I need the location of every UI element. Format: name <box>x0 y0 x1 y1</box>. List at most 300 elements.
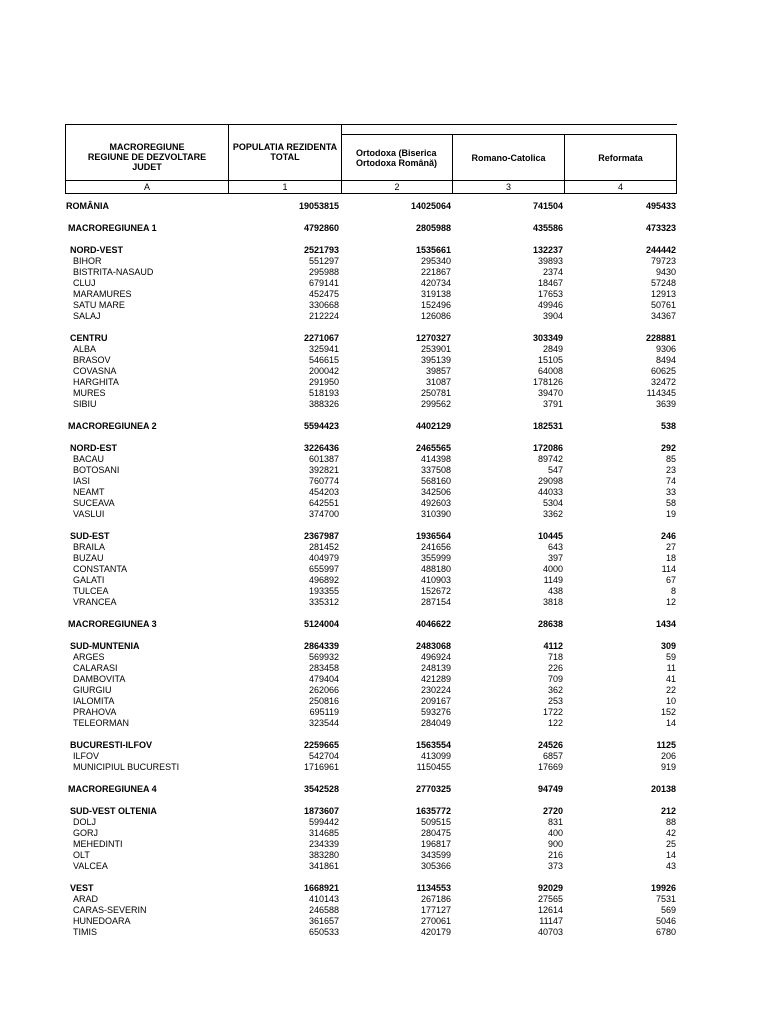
table-row <box>65 707 677 718</box>
spacer-row <box>65 410 677 421</box>
table-row <box>65 256 677 267</box>
cell-col-1: 314685 <box>308 828 339 838</box>
table-row <box>65 663 677 674</box>
table-body <box>65 201 677 938</box>
cell-col-4: 9430 <box>655 267 676 277</box>
row-name: NORD-EST <box>70 443 117 453</box>
cell-col-4: 228881 <box>645 333 676 343</box>
cell-col-2: 4046622 <box>415 619 451 629</box>
cell-col-3: 17669 <box>537 762 563 772</box>
row-name: GORJ <box>73 828 99 838</box>
row-name: DAMBOVITA <box>73 674 126 684</box>
cell-col-4: 60625 <box>650 366 676 376</box>
row-name: SATU MARE <box>73 300 125 310</box>
cell-col-2: 420179 <box>420 927 451 937</box>
cell-col-2: 1936564 <box>415 531 451 541</box>
cell-col-3: 2374 <box>542 267 563 277</box>
cell-col-2: 355999 <box>420 553 451 563</box>
table-row <box>65 553 677 564</box>
cell-col-1: 5594423 <box>303 421 339 431</box>
cell-col-1: 234339 <box>308 839 339 849</box>
row-name: TULCEA <box>73 586 109 596</box>
cell-col-1: 3542528 <box>303 784 339 794</box>
cell-col-4: 41 <box>665 674 676 684</box>
cell-col-4: 569 <box>660 905 676 915</box>
cell-col-3: 435586 <box>532 223 563 233</box>
cell-col-2: 496924 <box>420 652 451 662</box>
cell-col-2: 230224 <box>420 685 451 695</box>
table-row <box>65 454 677 465</box>
cell-col-3: 253 <box>547 696 563 706</box>
cell-col-3: 1149 <box>543 575 563 585</box>
table-row <box>65 542 677 553</box>
cell-col-1: 281452 <box>308 542 339 552</box>
row-name: MEHEDINTI <box>73 839 123 849</box>
table-row <box>65 586 677 597</box>
header-border-top <box>65 124 341 125</box>
table-row <box>65 597 677 608</box>
cell-col-3: 831 <box>547 817 563 827</box>
table-row <box>65 509 677 520</box>
cell-col-4: 919 <box>660 762 676 772</box>
cell-col-1: 341861 <box>308 861 339 871</box>
spacer-row <box>65 773 677 784</box>
region-row <box>65 883 677 894</box>
cell-col-4: 538 <box>660 421 676 431</box>
cell-col-1: 454203 <box>308 487 339 497</box>
cell-col-4: 22 <box>665 685 676 695</box>
cell-col-3: 3791 <box>542 399 563 409</box>
table-row <box>65 718 677 729</box>
row-name: DOLJ <box>73 817 97 827</box>
cell-col-2: 221867 <box>420 267 451 277</box>
table-row <box>65 465 677 476</box>
cell-col-4: 7531 <box>655 894 676 904</box>
cell-col-4: 27 <box>665 542 676 552</box>
cell-col-3: 3904 <box>542 311 563 321</box>
cell-col-4: 85 <box>665 454 676 464</box>
cell-col-1: 695119 <box>309 707 339 717</box>
header-col-2: Ortodoxa (Biserica Ortodoxa Română) <box>356 148 438 168</box>
row-name: PRAHOVA <box>73 707 117 717</box>
row-name: VRANCEA <box>73 597 117 607</box>
row-name: HARGHITA <box>73 377 119 387</box>
cell-col-4: 88 <box>665 817 676 827</box>
macroregion-row <box>65 223 677 234</box>
cell-col-4: 12 <box>665 597 676 607</box>
cell-col-3: 24526 <box>537 740 563 750</box>
cell-col-2: 337508 <box>420 465 451 475</box>
header-index-3: 3 <box>505 182 511 192</box>
table-row <box>65 377 677 388</box>
cell-col-1: 679141 <box>308 278 339 288</box>
cell-col-4: 25 <box>665 839 676 849</box>
cell-col-4: 1125 <box>656 740 676 750</box>
cell-col-2: 177127 <box>420 905 451 915</box>
row-name: BUCURESTI-ILFOV <box>70 740 152 750</box>
cell-col-1: 518193 <box>308 388 339 398</box>
row-name: IALOMITA <box>73 696 115 706</box>
region-row <box>65 443 677 454</box>
table-row <box>65 762 677 773</box>
cell-col-2: 209167 <box>420 696 451 706</box>
table-row <box>65 905 677 916</box>
cell-col-4: 74 <box>665 476 676 486</box>
cell-col-1: 2271067 <box>303 333 339 343</box>
cell-col-4: 212 <box>660 806 676 816</box>
cell-col-3: 397 <box>547 553 563 563</box>
cell-col-4: 246 <box>660 531 676 541</box>
spacer-row <box>65 608 677 619</box>
cell-col-3: 4112 <box>543 641 563 651</box>
cell-col-1: 2521793 <box>303 245 339 255</box>
cell-col-4: 23 <box>665 465 676 475</box>
cell-col-3: 29098 <box>537 476 563 486</box>
cell-col-2: 1635772 <box>415 806 451 816</box>
cell-col-4: 42 <box>665 828 676 838</box>
table-row <box>65 696 677 707</box>
table-row <box>65 575 677 586</box>
cell-col-2: 4402129 <box>415 421 451 431</box>
cell-col-2: 568160 <box>420 476 451 486</box>
header-border-right <box>676 134 677 194</box>
cell-col-2: 14025064 <box>410 201 451 211</box>
cell-col-3: 718 <box>547 652 563 662</box>
cell-col-3: 89742 <box>537 454 563 464</box>
cell-col-1: 1873607 <box>303 806 339 816</box>
cell-col-2: 343599 <box>420 850 451 860</box>
macroregion-row <box>65 619 677 630</box>
cell-col-2: 39857 <box>425 366 451 376</box>
row-name: ROMÂNIA <box>66 201 109 211</box>
cell-col-2: 299562 <box>420 399 451 409</box>
header-col-1: POPULATIA REZIDENTA TOTAL <box>232 142 338 162</box>
cell-col-4: 43 <box>665 861 676 871</box>
cell-col-2: 2483068 <box>415 641 451 651</box>
cell-col-3: 39470 <box>537 388 563 398</box>
header-border-bottom <box>65 193 677 194</box>
cell-col-4: 114345 <box>646 388 676 398</box>
row-name: ARAD <box>73 894 99 904</box>
total-row <box>65 201 677 212</box>
cell-col-4: 19 <box>665 509 676 519</box>
cell-col-3: 94749 <box>537 784 563 794</box>
table-row <box>65 498 677 509</box>
row-name: SUD-VEST OLTENIA <box>70 806 157 816</box>
cell-col-3: 303349 <box>532 333 563 343</box>
cell-col-3: 92029 <box>537 883 563 893</box>
spacer-row <box>65 212 677 223</box>
cell-col-4: 57248 <box>650 278 676 288</box>
cell-col-2: 126086 <box>420 311 451 321</box>
row-name: BRASOV <box>73 355 111 365</box>
cell-col-1: 452475 <box>308 289 339 299</box>
cell-col-1: 323544 <box>308 718 339 728</box>
cell-col-1: 330668 <box>308 300 339 310</box>
cell-col-1: 551297 <box>308 256 339 266</box>
cell-col-1: 601387 <box>308 454 339 464</box>
table-row <box>65 278 677 289</box>
cell-col-2: 395139 <box>420 355 451 365</box>
row-name: CONSTANTA <box>73 564 128 574</box>
cell-col-4: 292 <box>660 443 676 453</box>
cell-col-2: 253901 <box>420 344 451 354</box>
cell-col-2: 196817 <box>420 839 451 849</box>
row-name: TELEORMAN <box>73 718 130 728</box>
cell-col-1: 374700 <box>308 509 339 519</box>
cell-col-3: 900 <box>547 839 563 849</box>
cell-col-4: 152 <box>660 707 676 717</box>
row-name: SUD-EST <box>70 531 110 541</box>
cell-col-2: 319138 <box>420 289 451 299</box>
row-name: IASI <box>73 476 91 486</box>
table-row <box>65 861 677 872</box>
cell-col-2: 414398 <box>420 454 451 464</box>
cell-col-3: 373 <box>547 861 563 871</box>
cell-col-1: 3226436 <box>303 443 339 453</box>
table-row <box>65 894 677 905</box>
region-row <box>65 333 677 344</box>
spacer-row <box>65 729 677 740</box>
cell-col-4: 58 <box>665 498 676 508</box>
region-row <box>65 740 677 751</box>
macroregion-row <box>65 421 677 432</box>
cell-col-1: 2259665 <box>303 740 339 750</box>
cell-col-1: 496892 <box>308 575 339 585</box>
spacer-row <box>65 322 677 333</box>
cell-col-1: 291950 <box>308 377 339 387</box>
region-row <box>65 806 677 817</box>
cell-col-2: 152496 <box>420 300 451 310</box>
header-col-3: Romano-Catolica <box>471 153 546 163</box>
row-name: BISTRITA-NASAUD <box>73 267 154 277</box>
cell-col-2: 2770325 <box>415 784 451 794</box>
cell-col-4: 79723 <box>650 256 676 266</box>
table-row <box>65 267 677 278</box>
cell-col-1: 655997 <box>308 564 339 574</box>
cell-col-1: 262066 <box>308 685 339 695</box>
cell-col-1: 193355 <box>308 586 339 596</box>
cell-col-2: 413099 <box>420 751 451 761</box>
spacer-row <box>65 234 677 245</box>
row-name: GALATI <box>73 575 105 585</box>
cell-col-3: 438 <box>547 586 563 596</box>
cell-col-2: 492603 <box>420 498 451 508</box>
cell-col-3: 12614 <box>537 905 563 915</box>
row-name: MACROREGIUNEA 3 <box>68 619 157 629</box>
spacer-row <box>65 520 677 531</box>
cell-col-4: 206 <box>660 751 676 761</box>
cell-col-1: 335312 <box>308 597 339 607</box>
cell-col-1: 5124004 <box>303 619 339 629</box>
row-name: GIURGIU <box>73 685 112 695</box>
table-row <box>65 817 677 828</box>
table-row <box>65 289 677 300</box>
cell-col-1: 1668921 <box>303 883 339 893</box>
row-name: SALAJ <box>73 311 101 321</box>
header-index-4: 4 <box>617 182 623 192</box>
cell-col-4: 14 <box>665 850 676 860</box>
macroregion-row <box>65 784 677 795</box>
table-row <box>65 300 677 311</box>
table-row <box>65 685 677 696</box>
header-col-4: Reformata <box>598 153 643 163</box>
header-border-top-religion <box>341 124 677 125</box>
table-row <box>65 355 677 366</box>
cell-col-2: 280475 <box>420 828 451 838</box>
region-row <box>65 245 677 256</box>
cell-col-1: 546615 <box>308 355 339 365</box>
cell-col-3: 64008 <box>537 366 563 376</box>
cell-col-2: 421289 <box>420 674 451 684</box>
cell-col-2: 488180 <box>420 564 451 574</box>
cell-col-2: 1535661 <box>415 245 451 255</box>
cell-col-1: 246588 <box>308 905 339 915</box>
row-name: HUNEDOARA <box>73 916 131 926</box>
cell-col-3: 741504 <box>532 201 563 211</box>
cell-col-3: 10445 <box>537 531 563 541</box>
cell-col-1: 542704 <box>308 751 339 761</box>
row-name: SIBIU <box>73 399 97 409</box>
table-row <box>65 674 677 685</box>
table-row <box>65 850 677 861</box>
table-row <box>65 828 677 839</box>
cell-col-1: 383280 <box>308 850 339 860</box>
table-row <box>65 344 677 355</box>
spacer-row <box>65 795 677 806</box>
cell-col-2: 342506 <box>420 487 451 497</box>
cell-col-4: 473323 <box>645 223 676 233</box>
cell-col-2: 593276 <box>420 707 451 717</box>
table-row <box>65 476 677 487</box>
cell-col-3: 547 <box>547 465 563 475</box>
cell-col-3: 11147 <box>539 916 563 926</box>
cell-col-4: 495433 <box>645 201 676 211</box>
spacer-row <box>65 630 677 641</box>
cell-col-4: 1434 <box>655 619 676 629</box>
row-name: CALARASI <box>73 663 118 673</box>
cell-col-1: 410143 <box>308 894 339 904</box>
cell-col-2: 250781 <box>420 388 451 398</box>
cell-col-1: 760774 <box>308 476 339 486</box>
row-name: BIHOR <box>73 256 102 266</box>
cell-col-3: 709 <box>547 674 563 684</box>
table-row <box>65 564 677 575</box>
cell-col-2: 1150455 <box>416 762 451 772</box>
cell-col-3: 2849 <box>542 344 563 354</box>
cell-col-2: 310390 <box>420 509 451 519</box>
row-name: MURES <box>73 388 106 398</box>
cell-col-3: 49946 <box>537 300 563 310</box>
cell-col-3: 28638 <box>537 619 563 629</box>
cell-col-4: 3639 <box>655 399 676 409</box>
cell-col-4: 9306 <box>655 344 676 354</box>
cell-col-3: 18467 <box>537 278 563 288</box>
cell-col-1: 250816 <box>308 696 339 706</box>
cell-col-1: 325941 <box>308 344 339 354</box>
cell-col-4: 59 <box>665 652 676 662</box>
spacer-row <box>65 872 677 883</box>
cell-col-2: 248139 <box>420 663 451 673</box>
row-name: SUCEAVA <box>73 498 115 508</box>
cell-col-1: 392821 <box>308 465 339 475</box>
table-row <box>65 751 677 762</box>
cell-col-3: 40703 <box>537 927 563 937</box>
cell-col-2: 420734 <box>420 278 451 288</box>
cell-col-1: 599442 <box>308 817 339 827</box>
row-name: ARGES <box>73 652 105 662</box>
row-name: BOTOSANI <box>73 465 120 475</box>
cell-col-1: 19053815 <box>298 201 339 211</box>
cell-col-3: 3818 <box>542 597 563 607</box>
cell-col-4: 309 <box>660 641 676 651</box>
row-name: CARAS-SEVERIN <box>73 905 147 915</box>
region-row <box>65 531 677 542</box>
cell-col-3: 15105 <box>537 355 563 365</box>
cell-col-1: 4792860 <box>303 223 339 233</box>
table-row <box>65 839 677 850</box>
cell-col-4: 6780 <box>655 927 676 937</box>
cell-col-3: 3362 <box>542 509 563 519</box>
spacer-row <box>65 432 677 443</box>
cell-col-1: 283458 <box>308 663 339 673</box>
row-name: ALBA <box>73 344 97 354</box>
row-name: BRAILA <box>73 542 106 552</box>
cell-col-2: 284049 <box>420 718 451 728</box>
table-row <box>65 927 677 938</box>
cell-col-4: 12913 <box>650 289 676 299</box>
cell-col-4: 244442 <box>645 245 676 255</box>
cell-col-4: 14 <box>665 718 676 728</box>
row-name: CLUJ <box>73 278 96 288</box>
row-name: BUZAU <box>73 553 104 563</box>
row-name: MACROREGIUNEA 1 <box>68 223 157 233</box>
cell-col-2: 1270327 <box>415 333 451 343</box>
cell-col-1: 479404 <box>308 674 339 684</box>
cell-col-3: 2720 <box>542 806 563 816</box>
cell-col-1: 295988 <box>308 267 339 277</box>
row-name: ILFOV <box>73 751 100 761</box>
cell-col-2: 241656 <box>420 542 451 552</box>
row-name: SUD-MUNTENIA <box>70 641 140 651</box>
cell-col-2: 31087 <box>425 377 451 387</box>
cell-col-2: 2465565 <box>415 443 451 453</box>
cell-col-4: 67 <box>665 575 676 585</box>
cell-col-4: 32472 <box>650 377 676 387</box>
cell-col-3: 27565 <box>537 894 563 904</box>
cell-col-2: 1134553 <box>416 883 451 893</box>
cell-col-3: 400 <box>547 828 563 838</box>
cell-col-2: 1563554 <box>415 740 451 750</box>
row-name: TIMIS <box>73 927 97 937</box>
cell-col-3: 178126 <box>532 377 563 387</box>
row-name: BACAU <box>73 454 105 464</box>
cell-col-2: 270061 <box>420 916 451 926</box>
table-row <box>65 311 677 322</box>
cell-col-1: 361657 <box>308 916 339 926</box>
cell-col-3: 1722 <box>542 707 563 717</box>
table-row <box>65 916 677 927</box>
row-name: NEAMT <box>73 487 105 497</box>
cell-col-3: 6857 <box>542 751 563 761</box>
cell-col-3: 5304 <box>542 498 563 508</box>
header-index-1: 1 <box>282 182 288 192</box>
row-name: MARAMURES <box>73 289 132 299</box>
table-header <box>65 124 677 194</box>
cell-col-1: 569932 <box>308 652 339 662</box>
cell-col-4: 8494 <box>655 355 676 365</box>
cell-col-2: 2805988 <box>415 223 451 233</box>
